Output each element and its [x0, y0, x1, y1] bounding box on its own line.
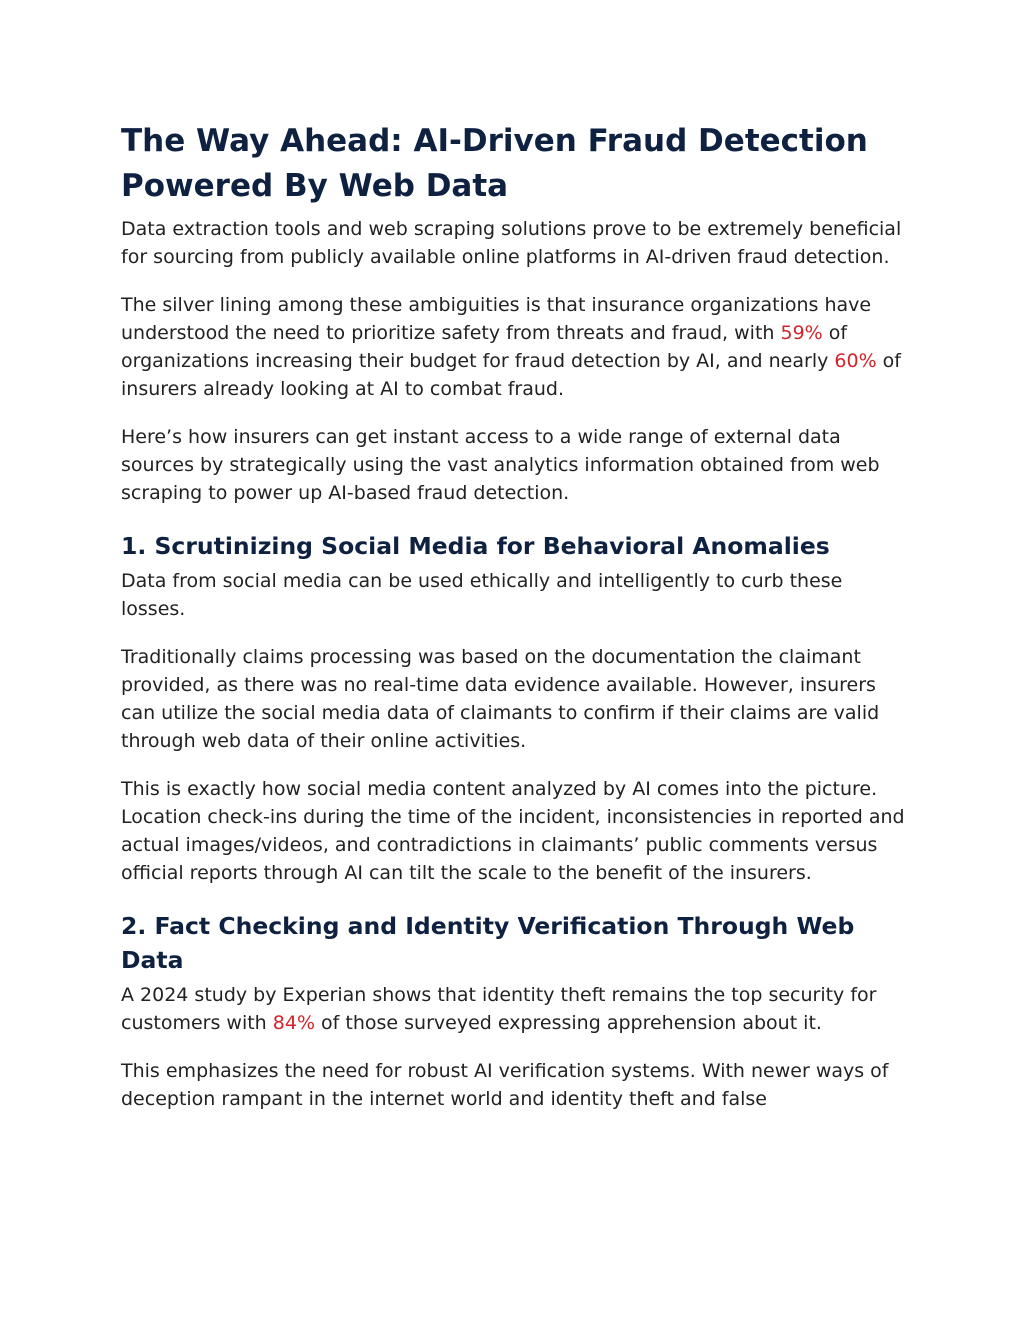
intro-paragraph-3: Here’s how insurers can get instant access to a wide range of external data sources by strategically using the vast analytics information obtained from web scraping to power up AI-based fraud detection.: [121, 426, 880, 504]
stat-highlight-84: 84%: [272, 1012, 315, 1034]
section-1-heading: 1. Scrutinizing Social Media for Behavioral Anomalies: [121, 532, 830, 560]
section-1-paragraph-3: This is exactly how social media content analyzed by AI comes into the picture. Location check-ins during the time of the incident, inconsistencies in reported and actual images/videos, and contradictions in claimants’ public comments versus official reports through AI can tilt the scale to the benefit of the insurers.: [121, 778, 905, 884]
article-body: [121, 119, 911, 1133]
section-2-heading-line-1: 2. Fact Checking and Identity Verification Through Web: [121, 912, 855, 940]
intro-paragraph-2-text-b: of organizations increasing their budget for fraud detection by AI, and nearly: [121, 322, 848, 372]
page-title: [121, 119, 911, 209]
section-2-paragraph-1-text-a: A 2024 study by Experian shows that identity theft remains the top security for customers with: [121, 984, 877, 1034]
section-2-heading: [121, 909, 911, 977]
section-2-paragraph-1: [121, 981, 911, 1037]
intro-paragraph-1: Data extraction tools and web scraping solutions prove to be extremely beneficial for sourcing from publicly available online platforms in AI-driven fraud detection.: [121, 218, 902, 268]
page-title-line-1: The Way Ahead: AI-Driven Fraud Detection: [121, 123, 868, 159]
intro-paragraph-2: [121, 291, 911, 403]
intro-paragraph-2-text-a: The silver lining among these ambiguities is that insurance organizations have understood the need to prioritize safety from threats and fraud, with: [121, 294, 872, 344]
section-2-paragraph-2: This emphasizes the need for robust AI verification systems. With newer ways of deception rampant in the internet world and identity theft and false: [121, 1060, 889, 1110]
section-1-paragraph-2: Traditionally claims processing was based on the documentation the claimant provided, as there was no real-time data evidence available. However, insurers can utilize the social media data of claimants to confirm if their claims are valid through web data of their online activities.: [121, 646, 880, 752]
section-2-heading-line-2: Data: [121, 946, 184, 974]
stat-highlight-60: 60%: [834, 350, 877, 372]
stat-highlight-59: 59%: [780, 322, 823, 344]
page-title-line-2: Powered By Web Data: [121, 168, 509, 204]
section-1-paragraph-1: Data from social media can be used ethically and intelligently to curb these losses.: [121, 570, 843, 620]
intro-paragraph-2-text-c: of insurers already looking at AI to combat fraud.: [121, 350, 901, 400]
section-2-paragraph-1-text-b: of those surveyed expressing apprehension about it.: [315, 1012, 822, 1034]
